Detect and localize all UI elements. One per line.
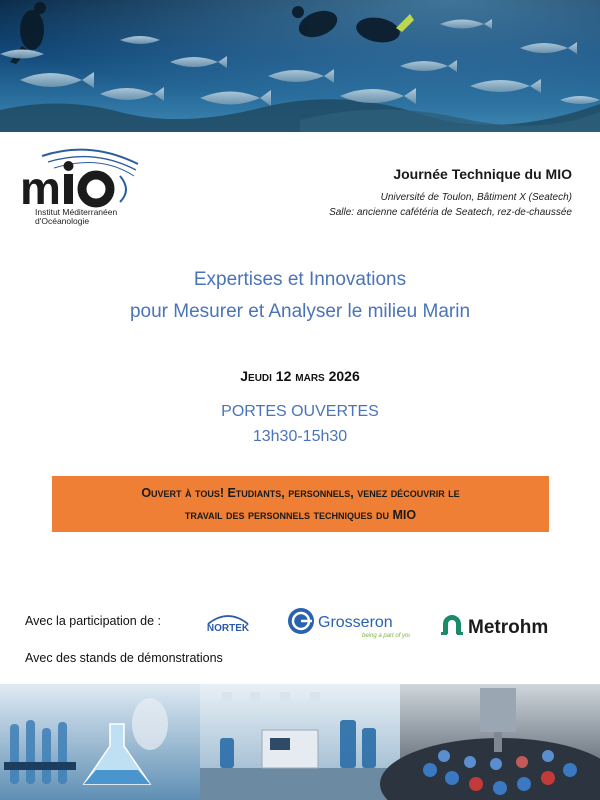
event-location-line1: Université de Toulon, Bâtiment X (Seatech) (380, 192, 572, 203)
open-house-time: 13h30-15h30 (252, 428, 348, 445)
metrohm-logo-text: Metrohm (468, 617, 549, 638)
nortek-logo (202, 612, 254, 638)
grosseron-logo (284, 607, 410, 639)
logo-subtitle (35, 208, 117, 226)
participation-label: Avec la participation de : (25, 614, 161, 628)
grosseron-logo-text: Grosseron (318, 614, 393, 631)
callout-line2: travail des personnels techniques du MIO (184, 508, 417, 522)
svg-text:m: m (20, 162, 60, 210)
lab-photos-banner (0, 684, 600, 800)
metrohm-logo (440, 612, 560, 638)
headline-line2: pour Mesurer et Analyser le milieu Marin (129, 301, 471, 322)
stands-label: Avec des stands de démonstrations (25, 651, 223, 665)
logo-subtitle-line2: d'Océanologie (35, 216, 90, 226)
nortek-logo-text: NORTEK (206, 623, 250, 634)
callout-banner (52, 476, 549, 532)
headline-line1: Expertises et Innovations (193, 269, 407, 290)
event-location (329, 190, 572, 220)
grosseron-tagline: being a part of you (362, 633, 410, 639)
callout-line1: Ouvert à tous! Etudiants, personnels, venez découvrir le (141, 486, 460, 500)
event-date: Jeudi 12 mars 2026 (240, 368, 360, 384)
open-house-label: PORTES OUVERTES (221, 403, 379, 420)
logo-subtitle-line1: Institut Méditerranéen (35, 207, 118, 217)
event-title: Journée Technique du MIO (393, 166, 572, 182)
underwater-banner-image (0, 0, 600, 132)
event-location-line2: Salle: ancienne cafétéria de Seatech, rez-de-chaussée (329, 207, 572, 218)
